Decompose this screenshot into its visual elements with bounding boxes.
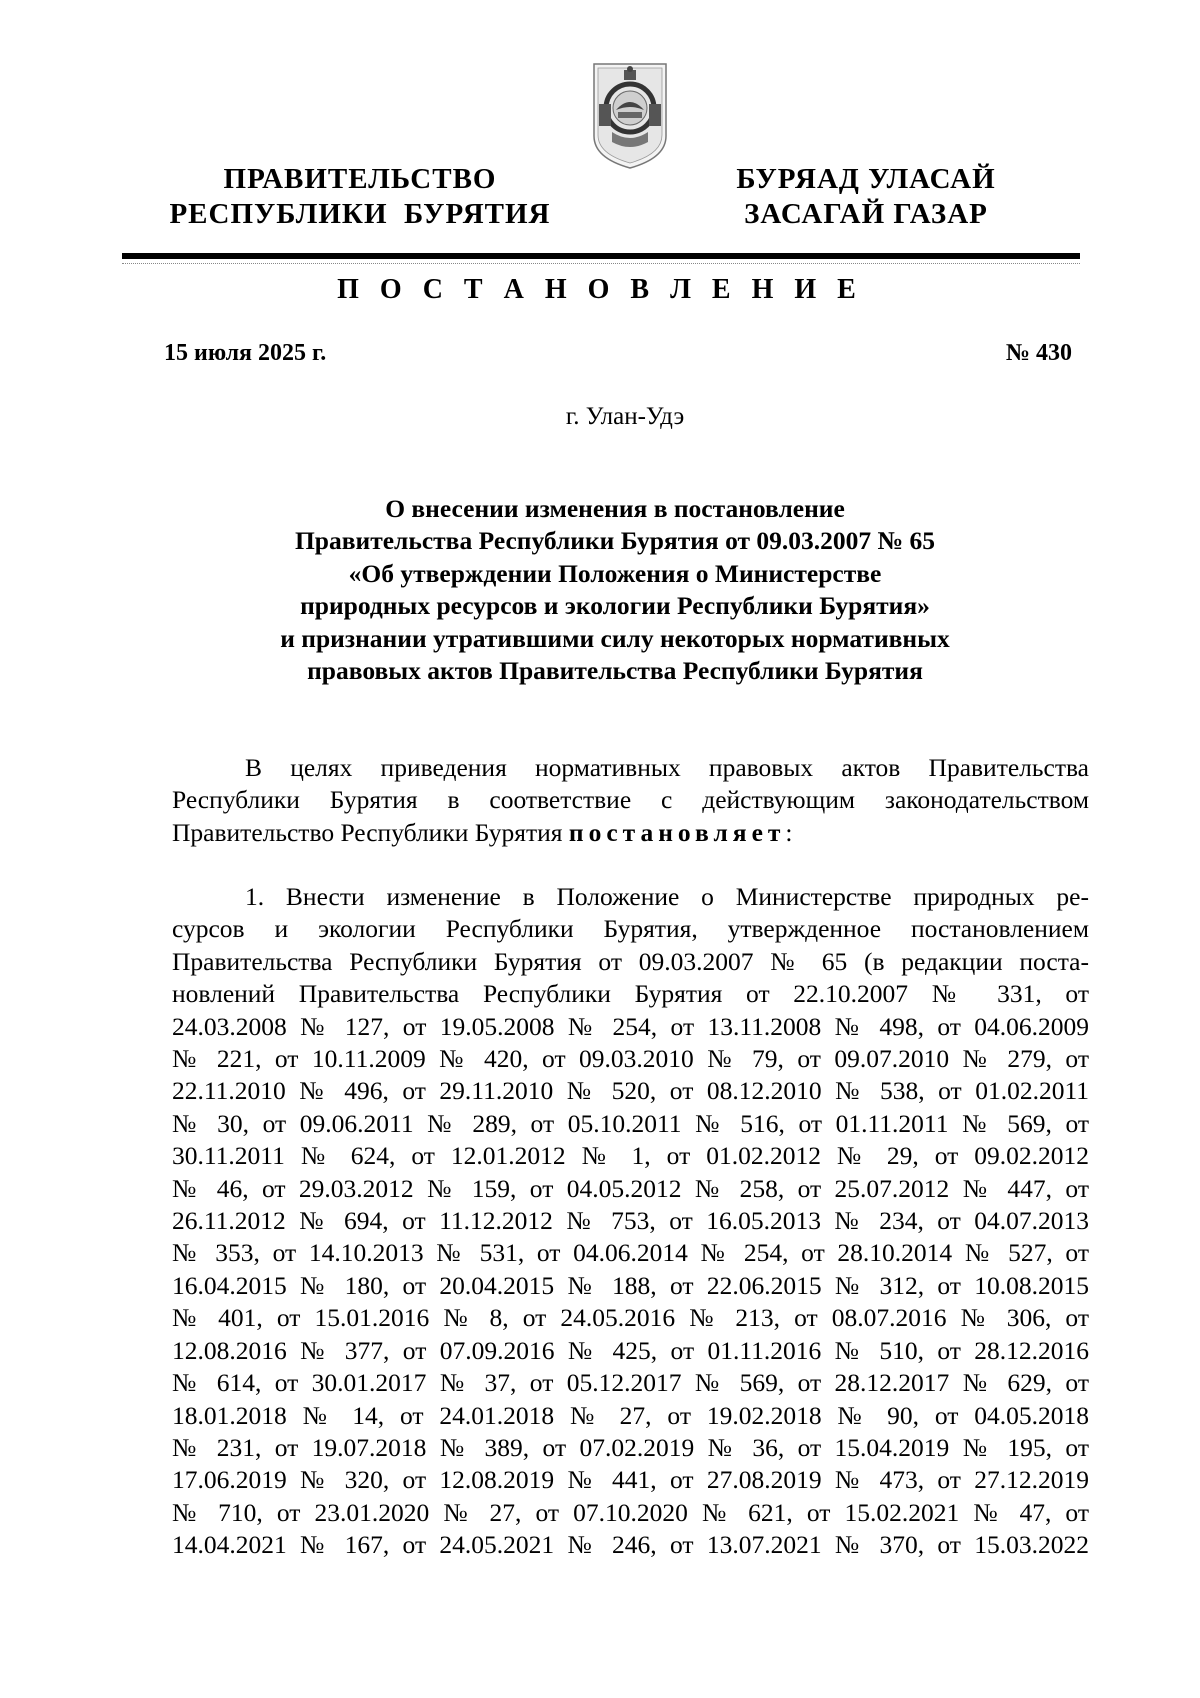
paragraph-line: 14.04.2021 № 167, от 24.05.2021 № 246, от 13.07.2021 № 370, от 15.03.2022 [172,1530,1089,1560]
paragraph-line: № 30, от 09.06.2011 № 289, от 05.10.2011 № 516, от 01.11.2011 № 569, от [172,1108,1089,1138]
paragraph-line: В целях приведения нормативных правовых актов Правительства [245,753,1089,782]
paragraph-line: № 231, от 19.07.2018 № 389, от 07.02.2019 № 36, от 15.04.2019 № 195, от [172,1432,1089,1462]
paragraph-line: 16.04.2015 № 180, от 20.04.2015 № 188, от 22.06.2015 № 312, от 10.08.2015 [172,1270,1089,1300]
paragraph-line: сурсов и экологии Республики Бурятия, утвержденное постановлением [172,914,1089,944]
title-line: и признании утратившими силу некоторых нормативных [280,623,950,653]
paragraph-line [172,817,1089,849]
document-type-heading: П О С Т А Н О В Л Е Н И Е [337,274,863,305]
org-name-russian-line2: РЕСПУБЛИКИ БУРЯТИЯ [169,198,551,230]
org-name-russian [160,162,560,232]
paragraph-line: Правительства Республики Бурятия от 09.03.2007 № 65 (в редакции поста- [172,946,1089,976]
preamble-emphasis: постановляет [568,817,786,847]
org-name-buryat [716,162,1016,232]
title-line: Правительства Республики Бурятия от 09.03.2007 № 65 [294,526,936,556]
preamble-colon: : [785,817,793,847]
document-number: № 430 [1005,340,1072,366]
document-title [230,493,1000,687]
coat-of-arms-icon [590,58,670,172]
paragraph-line: 17.06.2019 № 320, от 12.08.2019 № 441, от 27.08.2019 № 473, от 27.12.2019 [172,1465,1089,1495]
paragraph-line: Республики Бурятия в соответствие с действующим законодательством [172,785,1089,815]
document-date: 15 июля 2025 г. [164,340,327,366]
header-divider-thick [122,253,1080,259]
document-city: г. Улан-Удэ [565,403,685,430]
paragraph-line: 26.11.2012 № 694, от 11.12.2012 № 753, от 16.05.2013 № 234, от 04.07.2013 [172,1206,1089,1236]
paragraph-line: новлений Правительства Республики Бурятия от 22.10.2007 № 331, от [172,979,1089,1009]
paragraph-line: № 46, от 29.03.2012 № 159, от 04.05.2012 № 258, от 25.07.2012 № 447, от [172,1173,1089,1203]
title-line: О внесении изменения в постановление [385,494,845,523]
org-name-buryat-line1: БУРЯАД УЛАСАЙ [736,163,996,195]
org-name-russian-line1: ПРАВИТЕЛЬСТВО [223,163,497,195]
title-line: правовых актов Правительства Республики Бурятия [307,656,923,686]
paragraph-line: 12.08.2016 № 377, от 07.09.2016 № 425, от 01.11.2016 № 510, от 28.12.2016 [172,1335,1089,1365]
paragraph-line: 1. Внести изменение в Положение о Министерстве природных ре- [245,882,1089,911]
title-line: «Об утверждении Положения о Министерстве [348,558,882,588]
paragraph-line: 18.01.2018 № 14, от 24.01.2018 № 27, от 19.02.2018 № 90, от 04.05.2018 [172,1400,1089,1430]
paragraph-line: № 353, от 14.10.2013 № 531, от 04.06.2014 № 254, от 28.10.2014 № 527, от [172,1238,1089,1268]
paragraph-line: 22.11.2010 № 496, от 29.11.2010 № 520, от 08.12.2010 № 538, от 01.02.2011 [172,1076,1089,1106]
paragraph-line: № 221, от 10.11.2009 № 420, от 09.03.2010 № 79, от 09.07.2010 № 279, от [172,1044,1089,1074]
paragraph-line: 30.11.2011 № 624, от 12.01.2012 № 1, от 01.02.2012 № 29, от 09.02.2012 [172,1141,1089,1171]
item-1-paragraph [172,881,1089,1562]
paragraph-line: № 401, от 15.01.2016 № 8, от 24.05.2016 № 213, от 08.07.2016 № 306, от [172,1303,1089,1333]
preamble-paragraph [172,752,1089,849]
title-line: природных ресурсов и экологии Республики Бурятия» [300,591,930,621]
preamble-text: Правительство Республики Бурятия [172,817,569,847]
org-name-buryat-line2: ЗАСАГАЙ ГАЗАР [744,198,988,230]
paragraph-line: 24.03.2008 № 127, от 19.05.2008 № 254, от 13.11.2008 № 498, от 04.06.2009 [172,1011,1089,1041]
paragraph-line: № 614, от 30.01.2017 № 37, от 05.12.2017 № 569, от 28.12.2017 № 629, от [172,1368,1089,1398]
header-divider-thin [122,263,1080,264]
paragraph-line: № 710, от 23.01.2020 № 27, от 07.10.2020 № 621, от 15.02.2021 № 47, от [172,1497,1089,1527]
